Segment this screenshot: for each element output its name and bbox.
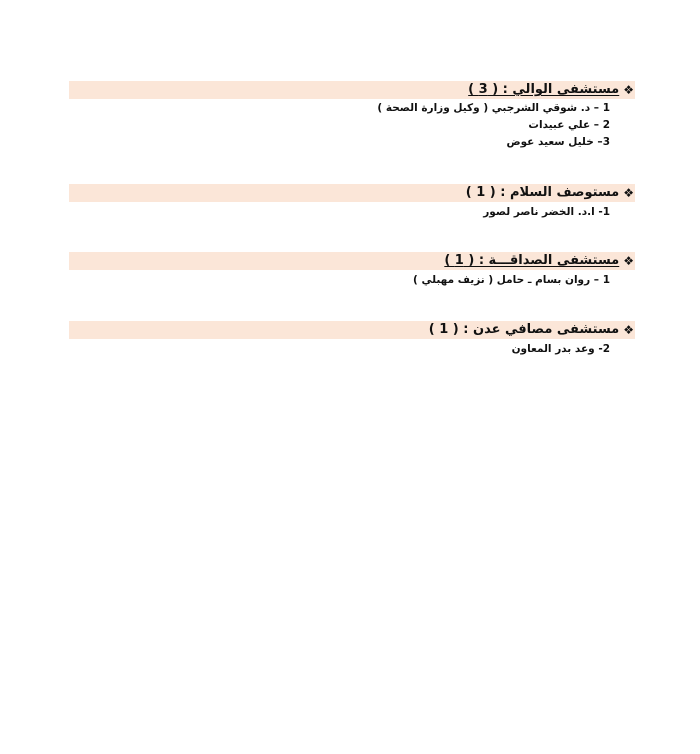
section-1-title: مستشفى الوالي : ( 3 ) — [468, 82, 620, 97]
section-3-title: مستشفى الصداقـــة : ( 1 ) — [444, 253, 620, 268]
diamond-bullet-icon: ❖ — [623, 186, 634, 200]
section-1-heading — [468, 82, 634, 98]
section-1-item-3: 3– خليل سعيد عوض — [506, 136, 610, 148]
diamond-bullet-icon: ❖ — [623, 323, 634, 337]
diamond-bullet-icon: ❖ — [623, 83, 634, 97]
section-1-item-2: 2 – علي عبيدات — [528, 119, 610, 131]
section-2-title: مستوصف السلام : ( 1 ) — [465, 185, 620, 200]
section-2-item-1: 1- ا.د. الخضر ناصر لصور — [483, 206, 610, 218]
section-4-item-1: 2- وعد بدر المعاون — [511, 343, 610, 355]
section-3-heading — [444, 253, 634, 269]
section-4-title: مستشفى مصافي عدن : ( 1 ) — [428, 322, 620, 337]
section-2-heading — [466, 185, 634, 201]
section-4-heading — [429, 322, 634, 338]
section-1-item-1: 1 – د. شوقي الشرجبي ( وكيل وزارة الصحة ) — [377, 102, 610, 114]
diamond-bullet-icon: ❖ — [623, 254, 634, 268]
section-3-item-1: 1 – روان بسام ـ حامل ( نزيف مهبلي ) — [413, 274, 610, 286]
